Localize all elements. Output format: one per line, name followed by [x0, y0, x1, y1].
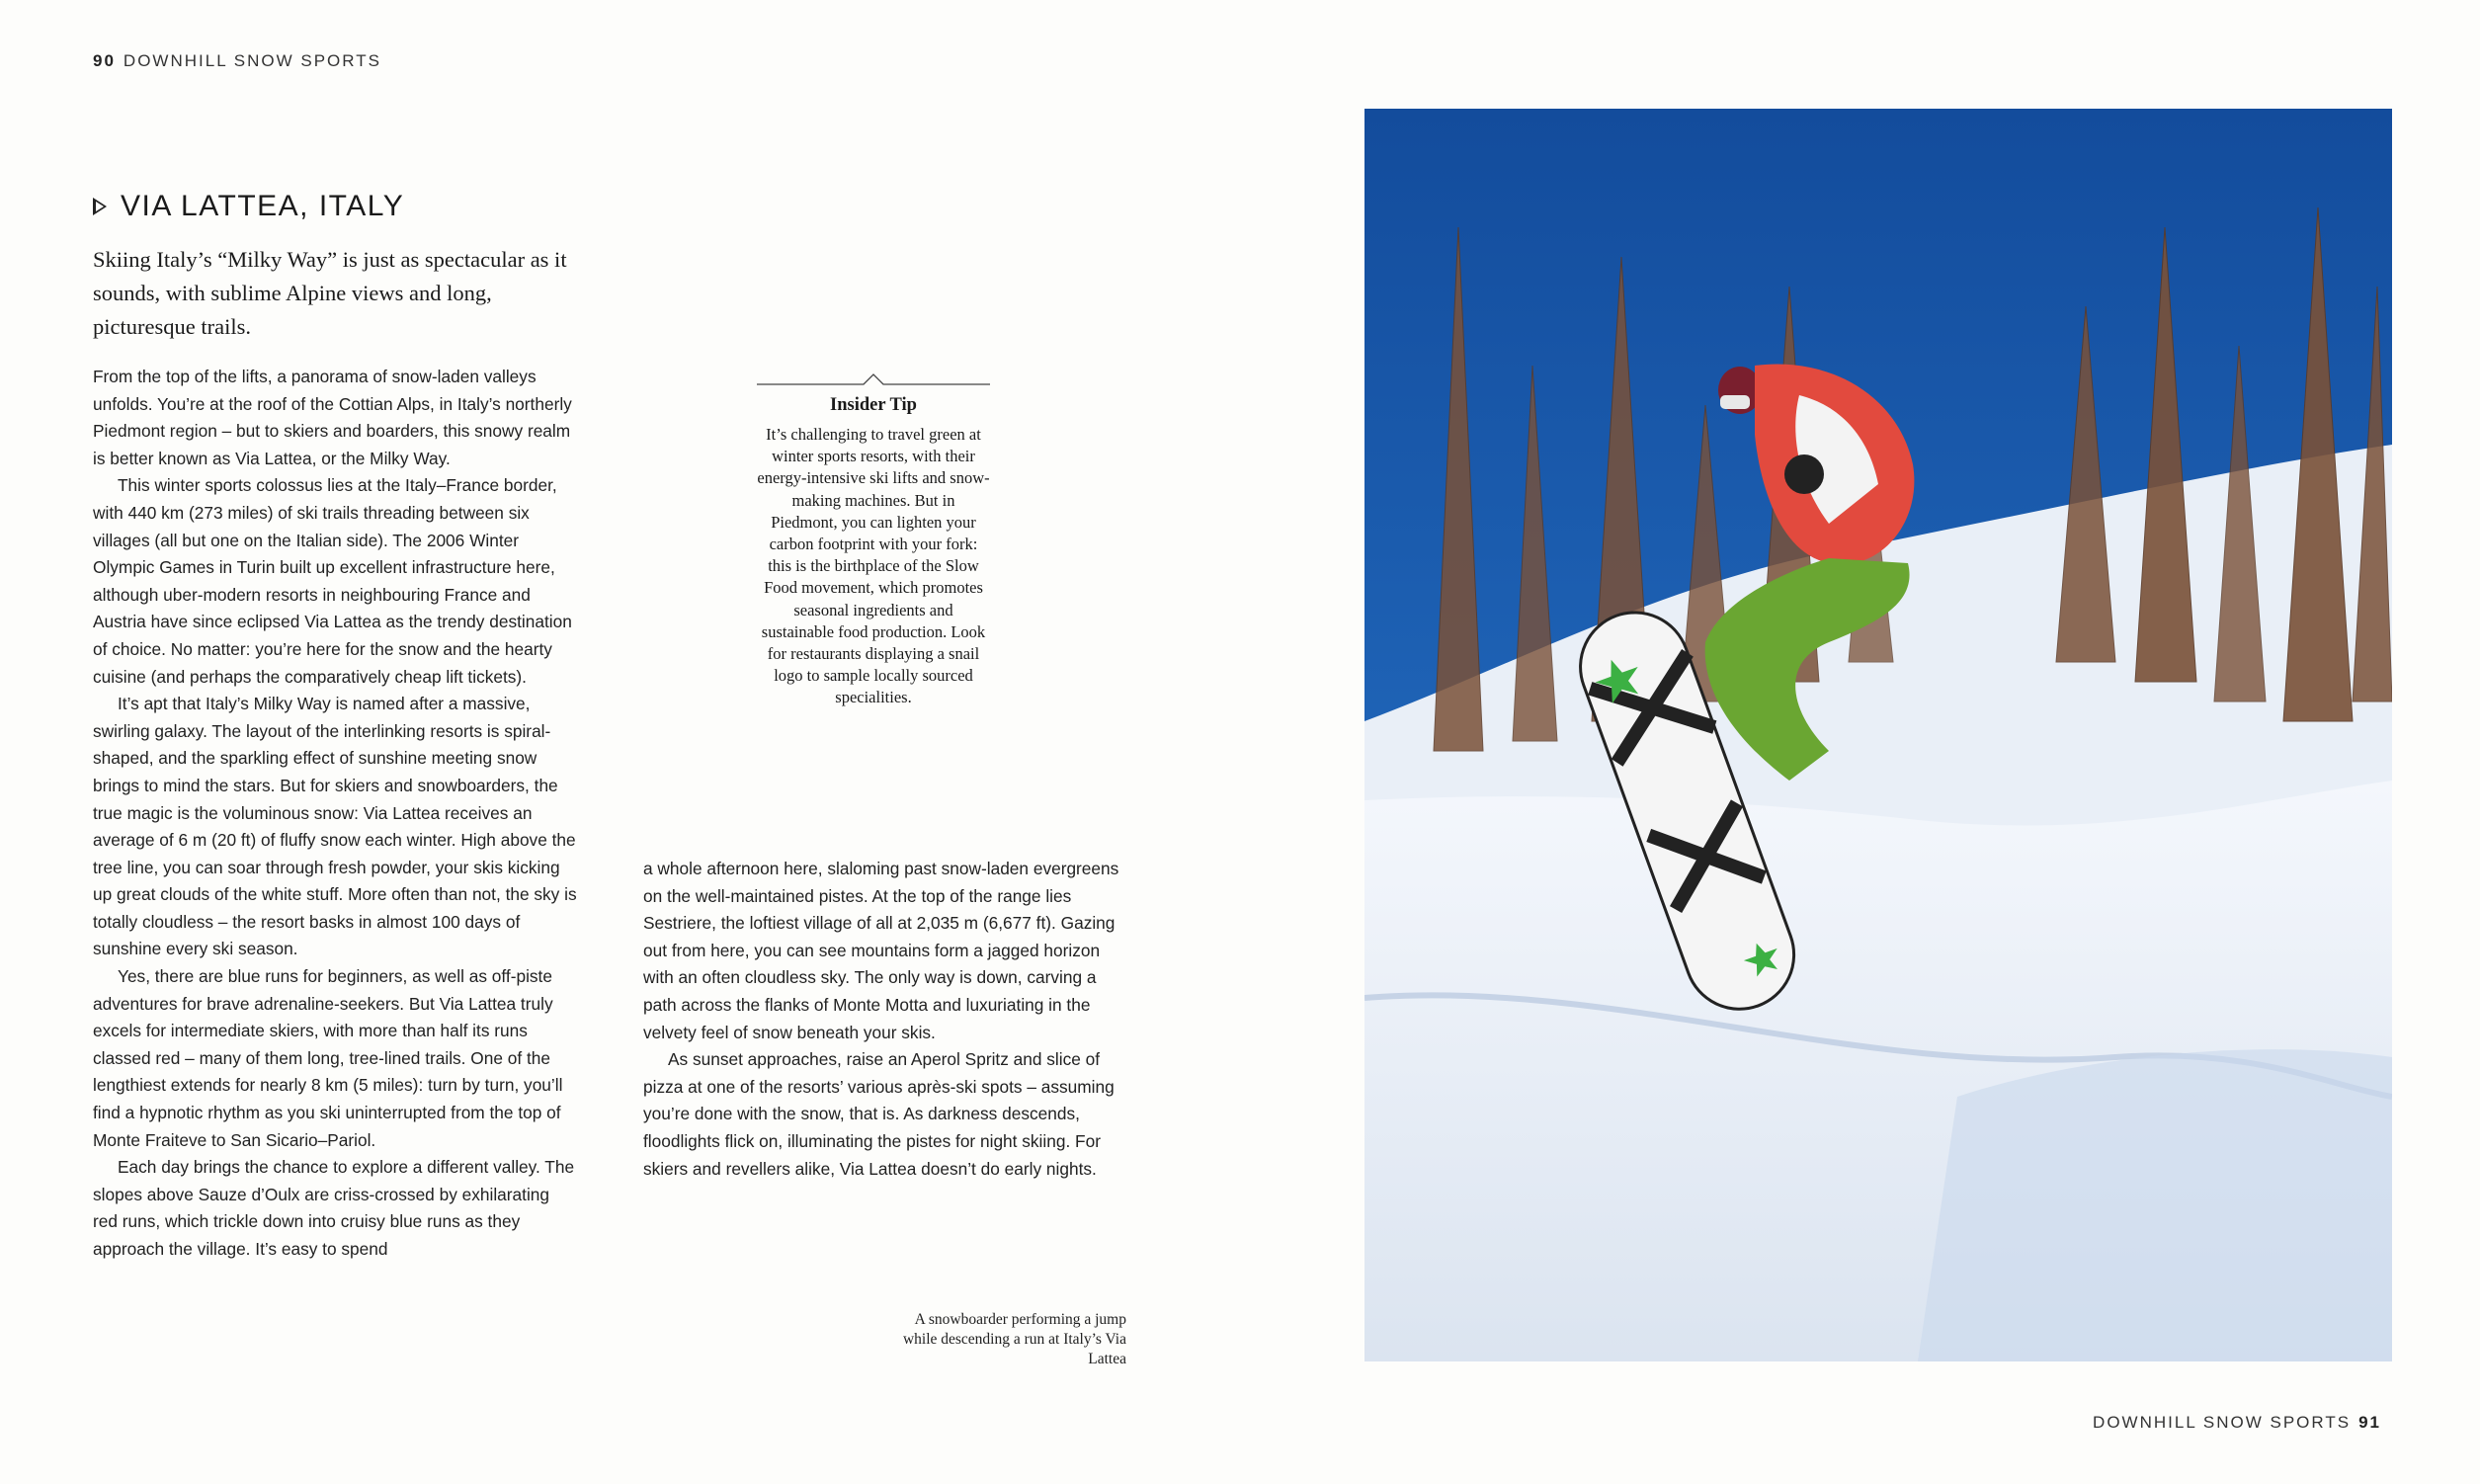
body-column-2 — [643, 856, 1127, 1183]
goggles — [1720, 395, 1750, 409]
tip-title: Insider Tip — [830, 395, 917, 415]
standfirst: Skiing Italy’s “Milky Way” is just as spectacular as it sounds, with sublime Alpine views and long, picturesque trails. — [93, 247, 567, 339]
page-number: 91 — [2358, 1413, 2381, 1432]
tip-body: It’s challenging to travel green at winter sports resorts, with their energy-intensive ski lifts and snow-making machines. But in Piedmont, you can lighten your carbon footprint with your fork: this is the birthplace of the Slow Food movement, which promotes seasonal ingredients and sustainable food production. Look for restaurants displaying a snail logo to sample locally sourced specialities. — [757, 425, 990, 707]
paragraph: This winter sports colossus lies at the Italy–France border, with 440 km (273 miles) of ski trails threading between six villages (all but one on the Italian side). The 2006 Winter Olympic Games in Turin built up excellent infrastructure here, although uber-modern resorts in neighbouring France and Austria have since eclipsed Via Lattea as the trendy destination of choice. No matter: you’re here for the snow and the hearty cuisine (and perhaps the comparatively cheap lift tickets). — [93, 475, 572, 687]
insider-tip-box — [757, 371, 990, 709]
running-head — [93, 51, 381, 71]
article-title: VIA LATTEA, ITALY — [121, 190, 405, 222]
article-heading — [93, 190, 404, 223]
body-column-1 — [93, 364, 577, 1264]
page-number: 90 — [93, 51, 116, 70]
glove — [1784, 454, 1824, 494]
paragraph: a whole afternoon here, slaloming past snow-laden evergreens on the well-maintained pistes. At the top of the range lies Sestriere, the loftiest village of all at 2,035 m (6,677 ft). Gazing out from here, you can see mountains form a jagged horizon with an often cloudless sky. The only way is down, carving a path across the flanks of Monte Motta and luxuriating in the velvety feel of snow beneath your skis. — [643, 859, 1119, 1042]
snowboarder-illustration — [1364, 109, 2392, 1361]
photo-caption: A snowboarder performing a jump while descending a run at Italy’s Via Lattea — [902, 1311, 1126, 1367]
running-foot — [2093, 1413, 2381, 1433]
paragraph: Each day brings the chance to explore a different valley. The slopes above Sauze d’Oulx are criss-crossed by exhilarating red runs, which trickle down into cruisy blue runs as they approach the village. It’s easy to spend — [93, 1157, 575, 1259]
paragraph: From the top of the lifts, a panorama of snow-laden valleys unfolds. You’re at the roof of the Cottian Alps, in Italy’s northerly Piedmont region – but to skiers and boarders, this snowy realm is better known as Via Lattea, or the Milky Way. — [93, 367, 572, 468]
paragraph: It’s apt that Italy’s Milky Way is named after a massive, swirling galaxy. The layout of the interlinking resorts is spiral-shaped, and the sparkling effect of sunshine meeting snow brings to mind the stars. But for skiers and snowboarders, the true magic is the voluminous snow: Via Lattea receives an average of 6 m (20 ft) of fluffy snow each winter. High above the tree line, you can soar through fresh powder, your skis kicking up great clouds of the white stuff. More often than not, the sky is totally cloudless – the resort basks in almost 100 days of sunshine every ski season. — [93, 694, 577, 959]
snowboarder-photo — [1364, 109, 2392, 1361]
triangle-marker-icon — [93, 198, 107, 215]
tip-rule — [757, 371, 990, 385]
paragraph: As sunset approaches, raise an Aperol Spritz and slice of pizza at one of the resorts’ various après-ski spots – assuming you’re done with the snow, that is. As darkness descends, floodlights flick on, illuminating the pistes for night skiing. For skiers and revellers alike, Via Lattea doesn’t do early nights. — [643, 1049, 1115, 1179]
running-head-section: DOWNHILL SNOW SPORTS — [123, 51, 381, 70]
snow-shadow — [1918, 1049, 2392, 1361]
running-foot-section: DOWNHILL SNOW SPORTS — [2093, 1413, 2352, 1432]
tip-rule-icon — [757, 371, 990, 385]
paragraph: Yes, there are blue runs for beginners, as well as off-piste adventures for brave adrenaline-seekers. But Via Lattea truly excels for intermediate skiers, with more than half its runs classed red – many of them long, tree-lined trails. One of the lengthiest extends for nearly 8 km (5 miles): turn by turn, you’ll find a hypnotic rhythm as you ski uninterrupted from the top of Monte Fraiteve to San Sicario–Pariol. — [93, 966, 563, 1150]
